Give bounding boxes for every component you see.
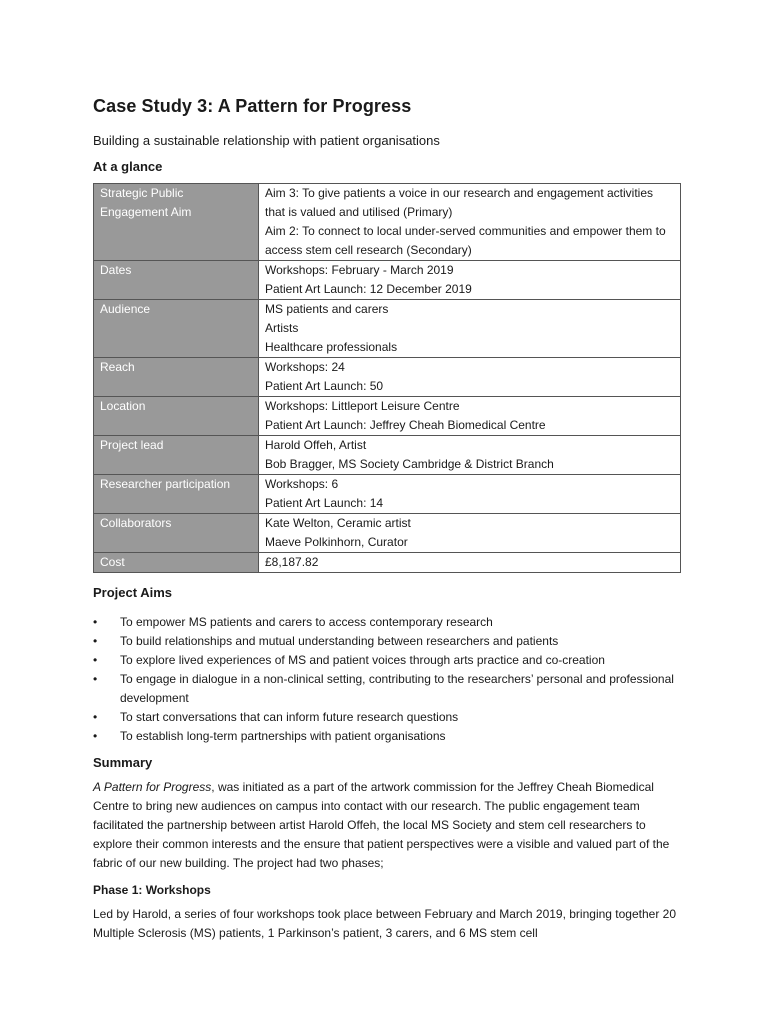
glance-row — [94, 397, 681, 436]
glance-value-line: Patient Art Launch: Jeffrey Cheah Biomedical Centre — [265, 418, 546, 432]
aim-text: To empower MS patients and carers to access contemporary research — [120, 615, 493, 629]
bullet-icon: • — [93, 672, 98, 686]
aim-text: To establish long-term partnerships with patient organisations — [120, 729, 446, 743]
bullet-icon: • — [93, 710, 98, 724]
glance-row — [94, 358, 681, 397]
glance-row-label: Reach — [94, 358, 259, 397]
glance-value-line: Maeve Polkinhorn, Curator — [265, 535, 408, 549]
summary-paragraph — [93, 778, 683, 873]
glance-row-label: Collaborators — [94, 514, 259, 553]
glance-value-line: Artists — [265, 321, 299, 335]
glance-row-label: Cost — [94, 553, 259, 573]
aim-text: To build relationships and mutual understanding between researchers and patients — [120, 634, 559, 648]
list-item — [93, 670, 683, 708]
bullet-icon: • — [93, 634, 98, 648]
summary-title-italic: A Pattern for Progress — [93, 780, 212, 794]
glance-row-label: Project lead — [94, 436, 259, 475]
glance-row-value — [259, 436, 681, 475]
page-title: Case Study 3: A Pattern for Progress — [93, 96, 412, 116]
glance-value-line: Aim 3: To give patients a voice in our research and engagement activities that is valued and utilised (Primary) — [265, 186, 653, 219]
glance-table — [93, 183, 681, 573]
aim-text: To engage in dialogue in a non-clinical setting, contributing to the researchers’ personal and professional development — [120, 672, 674, 705]
glance-row — [94, 300, 681, 358]
glance-value-line: Patient Art Launch: 50 — [265, 379, 384, 393]
glance-row — [94, 184, 681, 261]
list-item — [93, 708, 683, 727]
list-item — [93, 651, 683, 670]
glance-row — [94, 436, 681, 475]
glance-row-label: Dates — [94, 261, 259, 300]
aim-text: To explore lived experiences of MS and patient voices through arts practice and co-creation — [120, 653, 605, 667]
glance-row-value — [259, 261, 681, 300]
glance-row — [94, 475, 681, 514]
bullet-icon: • — [93, 615, 98, 629]
glance-row-label: Location — [94, 397, 259, 436]
glance-row-value — [259, 397, 681, 436]
glance-row-label: Researcher participation — [94, 475, 259, 514]
glance-row — [94, 553, 681, 573]
glance-row — [94, 514, 681, 553]
list-item — [93, 613, 683, 632]
glance-value-line: Workshops: 24 — [265, 360, 345, 374]
glance-value-line: Workshops: Littleport Leisure Centre — [265, 399, 460, 413]
glance-value-line: Healthcare professionals — [265, 340, 398, 354]
glance-value-line: Patient Art Launch: 14 — [265, 496, 384, 510]
document-page — [93, 96, 683, 943]
glance-value-line: Kate Welton, Ceramic artist — [265, 516, 411, 530]
glance-value-line: Harold Offeh, Artist — [265, 438, 367, 452]
glance-value-line: Aim 2: To connect to local under-served communities and empower them to access stem cell research (Secondary) — [265, 224, 666, 257]
list-item — [93, 727, 683, 746]
summary-text: , was initiated as a part of the artwork commission for the Jeffrey Cheah Biomedical Centre to bring new audiences on campus into contact with our research. The public engagement team facilitated the partnership between artist Harold Offeh, the local MS Society and stem cell researchers to explore their common interests and the ensure that patient perspectives were a visible and valued part of the fabric of our new building. The project had two phases; — [93, 780, 670, 870]
glance-row-label: Audience — [94, 300, 259, 358]
glance-value-line: Patient Art Launch: 12 December 2019 — [265, 282, 472, 296]
list-item — [93, 632, 683, 651]
phase1-paragraph: Led by Harold, a series of four workshops took place between February and March 2019, bringing together 20 Multiple Sclerosis (MS) patients, 1 Parkinson’s patient, 3 carers, and 6 MS stem cell — [93, 907, 677, 940]
bullet-icon: • — [93, 729, 98, 743]
glance-row-value — [259, 475, 681, 514]
glance-row-value — [259, 184, 681, 261]
glance-row-label: Strategic Public Engagement Aim — [94, 184, 259, 261]
phase1-heading: Phase 1: Workshops — [93, 883, 211, 897]
project-aims-list — [93, 613, 683, 746]
page-subtitle: Building a sustainable relationship with patient organisations — [93, 133, 440, 148]
glance-row — [94, 261, 681, 300]
aim-text: To start conversations that can inform future research questions — [120, 710, 459, 724]
glance-row-value — [259, 553, 681, 573]
bullet-icon: • — [93, 653, 98, 667]
project-aims-heading: Project Aims — [93, 585, 172, 600]
glance-value-line: £8,187.82 — [265, 555, 319, 569]
glance-value-line: Workshops: 6 — [265, 477, 339, 491]
glance-value-line: MS patients and carers — [265, 302, 389, 316]
at-a-glance-heading: At a glance — [93, 159, 163, 174]
summary-heading: Summary — [93, 755, 153, 770]
glance-row-value — [259, 300, 681, 358]
glance-value-line: Bob Bragger, MS Society Cambridge & District Branch — [265, 457, 554, 471]
glance-value-line: Workshops: February - March 2019 — [265, 263, 454, 277]
glance-row-value — [259, 358, 681, 397]
glance-row-value — [259, 514, 681, 553]
